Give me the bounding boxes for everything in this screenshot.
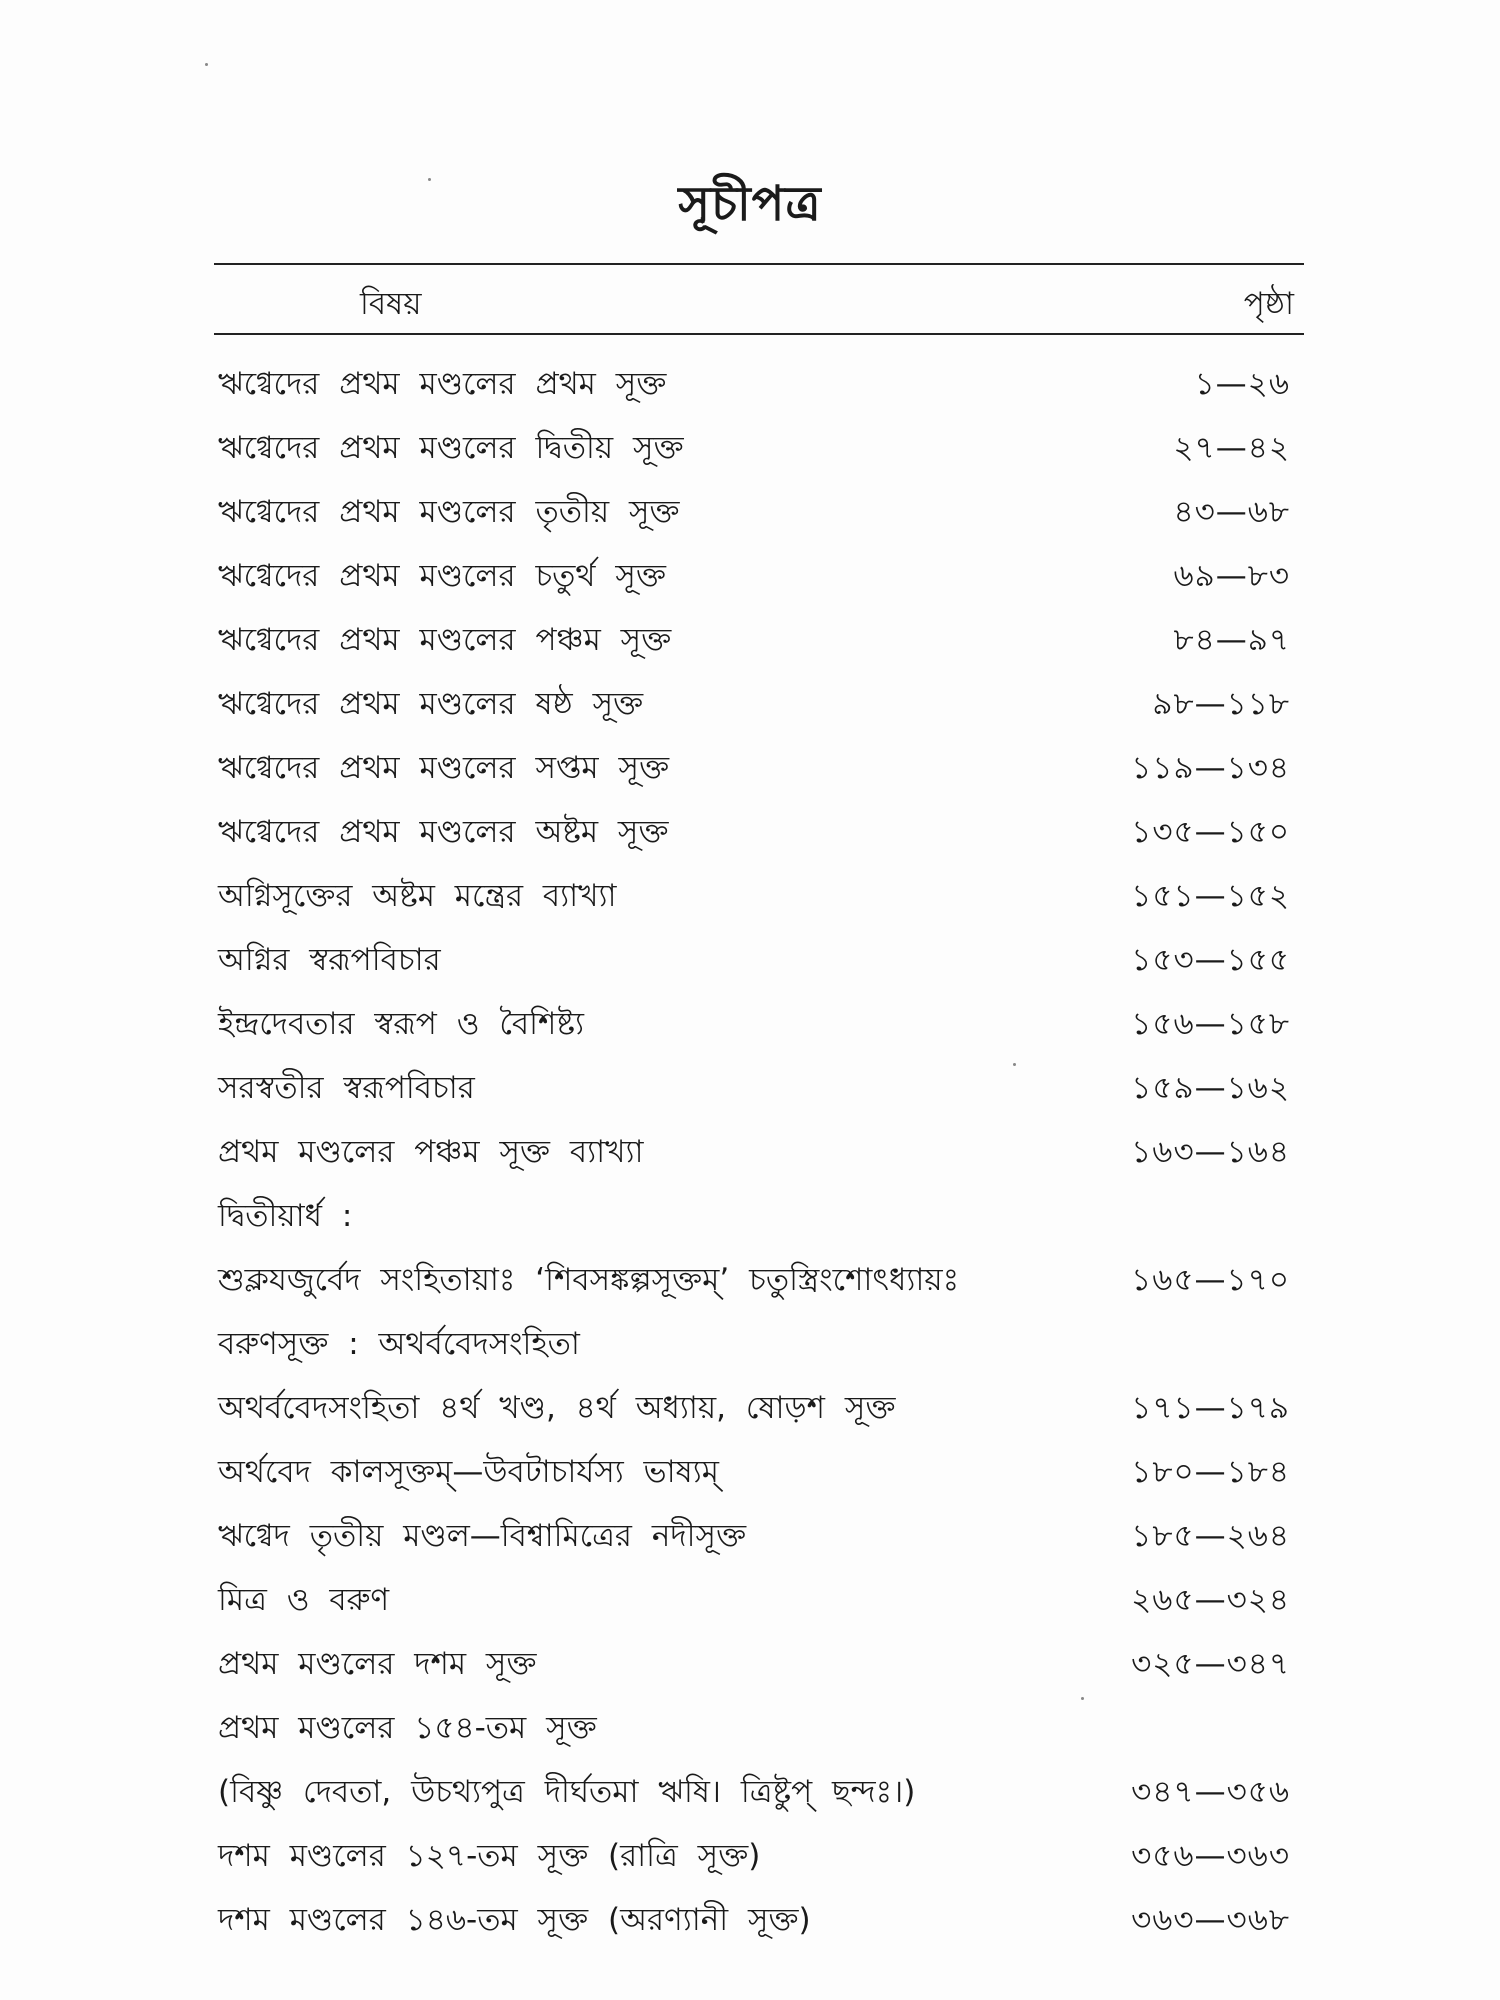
toc-header	[214, 278, 1304, 326]
toc-entry-pages: ১৫১—১৫২	[1131, 878, 1290, 914]
toc-entry-subject: অগ্নির স্বরূপবিচার	[218, 942, 441, 978]
toc-entry-subject: ঋগ্বেদের প্রথম মণ্ডলের তৃতীয় সূক্ত	[218, 494, 680, 530]
scan-speck	[428, 178, 431, 181]
toc-list	[214, 352, 1304, 1952]
toc-entry-subject: ঋগ্বেদের প্রথম মণ্ডলের অষ্টম সূক্ত	[218, 814, 669, 850]
toc-entry	[214, 800, 1304, 864]
toc-entry-subject: প্রথম মণ্ডলের পঞ্চম সূক্ত ব্যাখ্যা	[218, 1134, 644, 1170]
toc-entry	[214, 480, 1304, 544]
toc-entry	[214, 1760, 1304, 1824]
toc-entry-pages: ৩৪৭—৩৫৬	[1131, 1774, 1290, 1810]
subject-column-header: বিষয়	[360, 286, 422, 322]
toc-entry	[214, 352, 1304, 416]
page-column-header: পৃষ্ঠা	[1243, 286, 1294, 322]
toc-entry	[214, 1632, 1304, 1696]
toc-entry-subject: ঋগ্বেদের প্রথম মণ্ডলের চতুর্থ সূক্ত	[218, 558, 666, 594]
toc-entry-subject: দশম মণ্ডলের ১৪৬-তম সূক্ত (অরণ্যানী সূক্ত)	[218, 1902, 811, 1938]
toc-entry	[214, 1312, 1304, 1376]
toc-entry	[214, 672, 1304, 736]
toc-entry-subject: দ্বিতীয়ার্ধ :	[218, 1198, 353, 1234]
toc-entry	[214, 416, 1304, 480]
toc-entry-subject: সরস্বতীর স্বরূপবিচার	[218, 1070, 475, 1106]
toc-entry-subject: বরুণসূক্ত : অথর্ববেদসংহিতা	[218, 1326, 580, 1362]
toc-entry-subject: অগ্নিসূক্তের অষ্টম মন্ত্রের ব্যাখ্যা	[218, 878, 617, 914]
toc-entry-subject: ঋগ্বেদ তৃতীয় মণ্ডল—বিশ্বামিত্রের নদীসূক্ত	[218, 1518, 747, 1554]
toc-entry-subject: ঋগ্বেদের প্রথম মণ্ডলের দ্বিতীয় সূক্ত	[218, 430, 684, 466]
toc-entry-pages: ৩২৫—৩৪৭	[1131, 1646, 1290, 1682]
toc-entry-subject: (বিষ্ণু দেবতা, উচথ্যপুত্র দীর্ঘতমা ঋষি। ত্রিষ্টুপ্ ছন্দঃ।)	[218, 1774, 916, 1810]
toc-entry-pages: ১৮০—১৮৪	[1131, 1454, 1290, 1490]
toc-entry-pages: ১৮৫—২৬৪	[1131, 1518, 1290, 1554]
toc-entry-pages: ১৭১—১৭৯	[1131, 1390, 1290, 1426]
toc-entry-pages: ৩৬৩—৩৬৮	[1131, 1902, 1290, 1938]
toc-entry	[214, 1120, 1304, 1184]
toc-entry-pages: ৯৮—১১৮	[1152, 686, 1290, 722]
toc-entry-subject: শুক্লযজুর্বেদ সংহিতায়াঃ ‘শিবসঙ্কল্পসূক্তম্’ চতুস্ত্রিংশোৎধ্যায়ঃ	[218, 1262, 960, 1298]
toc-entry	[214, 1376, 1304, 1440]
toc-entry-subject: ঋগ্বেদের প্রথম মণ্ডলের ষষ্ঠ সূক্ত	[218, 686, 644, 722]
toc-entry-subject: দশম মণ্ডলের ১২৭-তম সূক্ত (রাত্রি সূক্ত)	[218, 1838, 761, 1874]
toc-entry	[214, 736, 1304, 800]
toc-entry	[214, 544, 1304, 608]
toc-entry-subject: প্রথম মণ্ডলের দশম সূক্ত	[218, 1646, 537, 1682]
toc-entry	[214, 928, 1304, 992]
toc-entry	[214, 1696, 1304, 1760]
header-top-rule	[214, 263, 1304, 265]
scan-speck	[1013, 1063, 1016, 1066]
toc-entry-subject: ইন্দ্রদেবতার স্বরূপ ও বৈশিষ্ট্য	[218, 1006, 584, 1042]
toc-entry-pages: ৩৫৬—৩৬৩	[1131, 1838, 1290, 1874]
toc-entry	[214, 1888, 1304, 1952]
toc-entry-pages: ৪৩—৬৮	[1173, 494, 1290, 530]
toc-entry-subject: প্রথম মণ্ডলের ১৫৪-তম সূক্ত	[218, 1710, 597, 1746]
header-bottom-rule	[214, 333, 1304, 335]
scan-speck	[205, 63, 208, 66]
toc-entry-pages: ১৫৩—১৫৫	[1131, 942, 1290, 978]
toc-entry	[214, 1824, 1304, 1888]
toc-entry-pages: ১৫৯—১৬২	[1131, 1070, 1290, 1106]
toc-entry-pages: ৬৯—৮৩	[1173, 558, 1290, 594]
toc-entry-subject: ঋগ্বেদের প্রথম মণ্ডলের পঞ্চম সূক্ত	[218, 622, 672, 658]
toc-entry-pages: ১৩৫—১৫০	[1131, 814, 1290, 850]
toc-entry-pages: ২৭—৪২	[1173, 430, 1290, 466]
toc-entry	[214, 1248, 1304, 1312]
toc-entry	[214, 992, 1304, 1056]
toc-entry	[214, 1504, 1304, 1568]
toc-entry-subject: মিত্র ও বরুণ	[218, 1582, 390, 1618]
toc-entry-pages: ১—২৬	[1194, 366, 1290, 402]
toc-entry	[214, 1184, 1304, 1248]
scan-speck	[1081, 1697, 1084, 1700]
toc-entry-subject: ঋগ্বেদের প্রথম মণ্ডলের প্রথম সূক্ত	[218, 366, 667, 402]
toc-entry	[214, 1568, 1304, 1632]
page-title: সূচীপত্র	[678, 176, 822, 232]
toc-entry-pages: ১৬৫—১৭০	[1131, 1262, 1290, 1298]
toc-entry	[214, 608, 1304, 672]
toc-entry-pages: ১৫৬—১৫৮	[1131, 1006, 1290, 1042]
toc-entry	[214, 1440, 1304, 1504]
toc-entry-pages: ১৬৩—১৬৪	[1131, 1134, 1290, 1170]
toc-entry	[214, 864, 1304, 928]
toc-entry-subject: ঋগ্বেদের প্রথম মণ্ডলের সপ্তম সূক্ত	[218, 750, 670, 786]
toc-entry-subject: অথর্ববেদসংহিতা ৪র্থ খণ্ড, ৪র্থ অধ্যায়, ষোড়শ সূক্ত	[218, 1390, 896, 1426]
toc-entry-subject: অর্থবেদ কালসূক্তম্—উবটাচার্যস্য ভাষ্যম্	[218, 1454, 719, 1490]
toc-entry-pages: ৮৪—৯৭	[1173, 622, 1290, 658]
toc-entry	[214, 1056, 1304, 1120]
toc-entry-pages: ২৬৫—৩২৪	[1131, 1582, 1290, 1618]
toc-entry-pages: ১১৯—১৩৪	[1131, 750, 1290, 786]
